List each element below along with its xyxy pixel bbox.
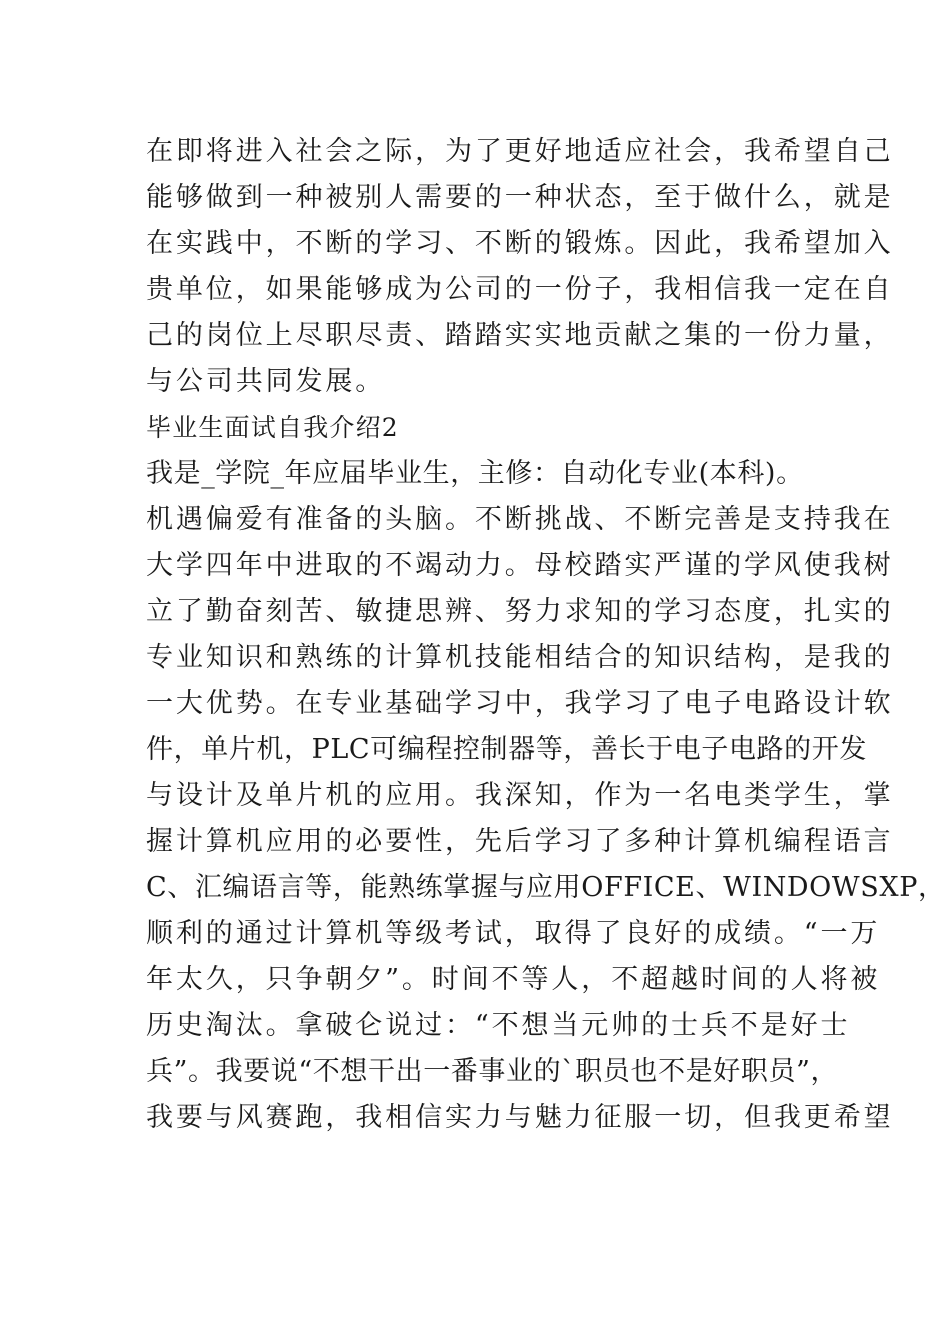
paragraph-line: 一大优势。在专业基础学习中，我学习了电子电路设计软 <box>146 688 894 719</box>
paragraph-line: 专业知识和熟练的计算机技能相结合的知识结构，是我的 <box>146 642 894 673</box>
paragraph-line: C、汇编语言等，能熟练掌握与应用OFFICE、WINDOWSXP， <box>146 872 946 903</box>
paragraph-line: 机遇偏爱有准备的头脑。不断挑战、不断完善是支持我在 <box>146 504 894 535</box>
paragraph-line: 兵”。我要说“不想干出一番事业的`职员也不是好职员”， <box>146 1056 839 1087</box>
paragraph-line: 大学四年中进取的不竭动力。母校踏实严谨的学风使我树 <box>146 550 894 581</box>
paragraph-line: 顺利的通过计算机等级考试，取得了良好的成绩。“一万 <box>146 918 881 949</box>
paragraph-line: 能够做到一种被别人需要的一种状态，至于做什么，就是 <box>146 182 894 213</box>
paragraph-line: 握计算机应用的必要性，先后学习了多种计算机编程语言 <box>146 826 894 857</box>
paragraph-line: 历史淘汰。拿破仑说过：“不想当元帅的士兵不是好士 <box>146 1010 851 1041</box>
paragraph-line: 件，单片机，PLC可编程控制器等，善长于电子电路的开发 <box>146 734 867 765</box>
paragraph-line: 我要与风赛跑，我相信实力与魅力征服一切，但我更希望 <box>146 1102 894 1133</box>
paragraph-line: 立了勤奋刻苦、敏捷思辨、努力求知的学习态度，扎实的 <box>146 596 894 627</box>
paragraph-line: 在即将进入社会之际，为了更好地适应社会，我希望自己 <box>146 136 894 167</box>
paragraph-line: 年太久，只争朝夕”。时间不等人，不超越时间的人将被 <box>146 964 881 995</box>
paragraph-line: 我是_学院_年应届毕业生，主修：自动化专业(本科)。 <box>146 458 804 489</box>
paragraph-line: 己的岗位上尽职尽责、踏踏实实地贡献之集的一份力量， <box>146 320 894 351</box>
section-heading: 毕业生面试自我介绍2 <box>146 413 399 442</box>
paragraph-line: 与设计及单片机的应用。我深知，作为一名电类学生，掌 <box>146 780 894 811</box>
paragraph-line: 与公司共同发展。 <box>146 366 386 397</box>
paragraph-line: 贵单位，如果能够成为公司的一份子，我相信我一定在自 <box>146 274 894 305</box>
paragraph-line: 在实践中，不断的学习、不断的锻炼。因此，我希望加入 <box>146 228 894 259</box>
